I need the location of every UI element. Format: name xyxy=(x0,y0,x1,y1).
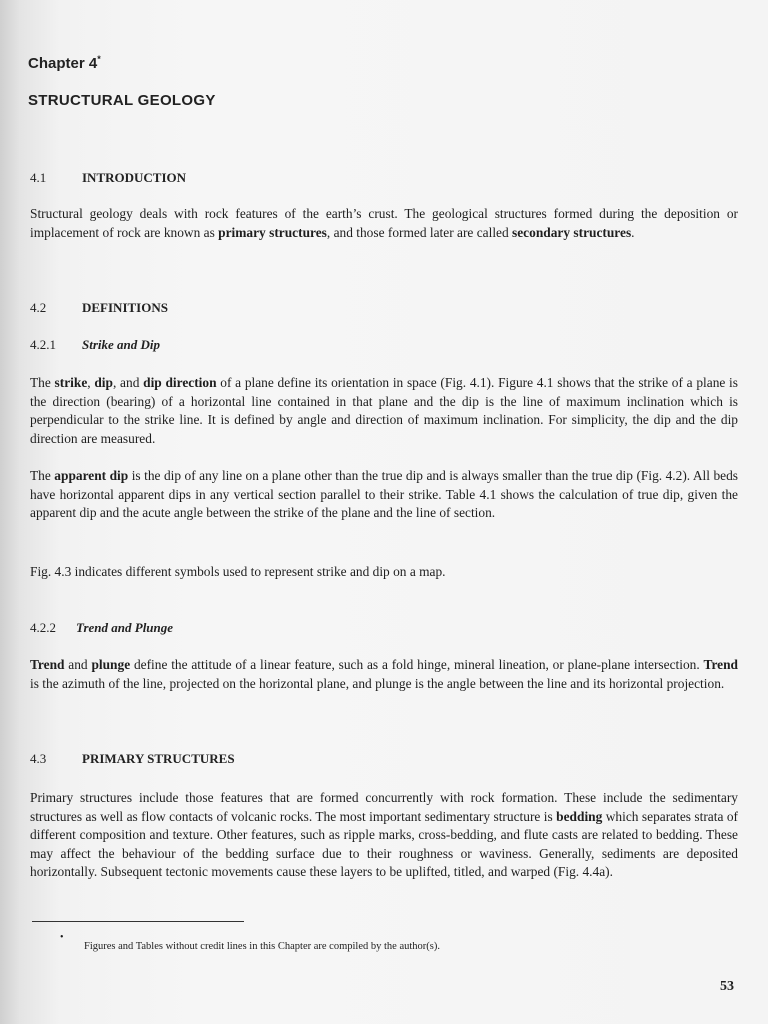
paragraph-apparent-dip: The apparent dip is the dip of any line on a plane other than the true dip and is always smaller than the true dip (Fig. 4.2). All beds have horizontal apparent dips in any vertical section parallel to their strike. Table 4.1 shows the calculation of true dip, given the apparent dip and the acute angle between the strike of the plane and the line of section. xyxy=(30,468,738,521)
paragraph-introduction: Structural geology deals with rock features of the earth’s crust. The geological structures formed during the deposition or implacement of rock are known as primary structures, and those formed later are called secondary structures. xyxy=(30,206,738,240)
paragraph-trend-plunge: Trend and plunge define the attitude of a linear feature, such as a fold hinge, mineral lineation, or plane-plane intersection. Trend is the azimuth of the line, projected on the horizontal plane, and plunge is the angle between the line and its horizontal projection. xyxy=(30,657,738,691)
section-heading-4-3 xyxy=(30,751,235,767)
section-number: 4.3 xyxy=(30,751,47,766)
section-title: Trend and Plunge xyxy=(76,620,174,635)
section-title: INTRODUCTION xyxy=(82,170,187,185)
section-heading-4-2-2 xyxy=(30,620,173,636)
section-number: 4.1 xyxy=(30,170,47,185)
chapter-label: Chapter 4* xyxy=(28,54,101,72)
paragraph-strike-dip: The strike, dip, and dip direction of a plane define its orientation in space (Fig. 4.1). Figure 4.1 shows that the strike of a plane is the direction (bearing) of a horizontal line contained in that plane and the dip is the line of maximum inclination which is perpendicular to the strike line. It is defined by angle and direction of maximum inclination. For simplicity, the dip and the dip direction are measured. xyxy=(30,375,738,446)
section-number: 4.2.1 xyxy=(30,337,56,352)
chapter-title: STRUCTURAL GEOLOGY xyxy=(28,92,216,109)
section-title: Strike and Dip xyxy=(82,337,161,352)
footnote-mark: • xyxy=(60,932,64,943)
section-heading-4-1 xyxy=(30,170,186,186)
footnote: Figures and Tables without credit lines in this Chapter are compiled by the author(s). xyxy=(84,941,440,952)
section-title: DEFINITIONS xyxy=(82,300,168,315)
section-title: PRIMARY STRUCTURES xyxy=(82,751,235,766)
page-number: 53 xyxy=(720,979,734,994)
section-number: 4.2 xyxy=(30,300,47,315)
paragraph-primary-structures: Primary structures include those features that are formed concurrently with rock formation. These include the sedimentary structures as well as flow contacts of volcanic rocks. The most important sedimentary structure is bedding which separates strata of different composition and texture. Other features, such as ripple marks, cross-bedding, and flute casts are related to bedding. These may affect the behaviour of the bedding surface due to their roughness or waviness. Generally, sediments are deposited horizontally. Subsequent tectonic movements cause these layers to be uplifted, titled, and warped (Fig. 4.4a). xyxy=(30,790,739,880)
section-number: 4.2.2 xyxy=(30,620,56,635)
footnote-divider xyxy=(32,921,244,922)
paragraph-symbols: Fig. 4.3 indicates different symbols used to represent strike and dip on a map. xyxy=(30,564,446,579)
section-heading-4-2 xyxy=(30,300,168,316)
section-heading-4-2-1 xyxy=(30,337,160,353)
